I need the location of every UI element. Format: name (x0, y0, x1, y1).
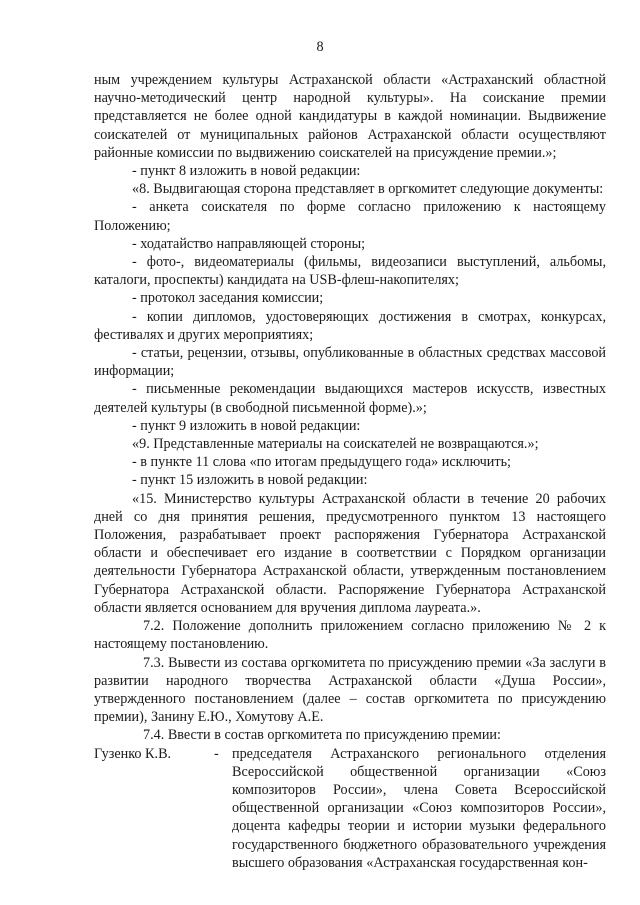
paragraph: - ходатайство направляющей стороны; (132, 235, 366, 252)
paragraph: «15. Министерство культуры Астраханской области в течение 20 рабочих дней со дня принятия решения, предусмотренного пунктом 13 настоящего Положения, разрабатывает проект распоряжения Губернатора Астраханской области и обеспечивает его издание в соответствии с Порядком организации деятельности Губернатора Астраханской области, утвержденным постановлением Губернатора Астраханской области. Распоряжение Губернатора Астраханской области является основанием для вручения диплома лауреата.». (94, 490, 606, 616)
paragraph: - фото-, видеоматериалы (фильмы, видеозаписи выступлений, альбомы, каталоги, проспекты) кандидата на USB-флеш-накопителях; (94, 254, 606, 289)
paragraph: «9. Представленные материалы на соискателей не возвращаются.»; (132, 436, 539, 453)
member-description: председателя Астраханского регионального отделения Всероссийской общественной организации «Союз композиторов России», члена Совета Всероссийской общественной организации «Союз композиторов России», доцента кафедры теории и истории музыки федерального государственного бюджетного образовательного учреждения высшего образования «Астраханская государственная кон- (232, 745, 606, 871)
paragraph: 7.2. Положение дополнить приложением согласно приложению № 2 к настоящему постановлению. (94, 618, 606, 653)
paragraph: «8. Выдвигающая сторона представляет в оргкомитет следующие документы: (132, 181, 604, 198)
paragraph: 7.3. Вывести из состава оргкомитета по присуждению премии «За заслуги в развитии народного творчества Астраханской области «Душа России», утвержденного постановлением (далее – состав оргкомитета по присуждению премии), Занину Е.Ю., Хомутову А.Е. (94, 654, 606, 726)
member-name: Гузенко К.В. (94, 745, 172, 762)
paragraph: - копии дипломов, удостоверяющих достижения в смотрах, конкурсах, фестивалях и других мероприятиях; (94, 308, 606, 343)
paragraph: 7.4. Ввести в состав оргкомитета по присуждению премии: (143, 727, 501, 744)
member-dash: - (214, 745, 219, 762)
paragraph: - пункт 9 изложить в новой редакции: (132, 417, 361, 434)
document-body (94, 71, 606, 872)
paragraph: - статьи, рецензии, отзывы, опубликованные в областных средствах массовой информации; (94, 345, 606, 380)
page-number: 8 (316, 39, 324, 55)
paragraph: - анкета соискателя по форме согласно приложению к настоящему Положению; (94, 199, 606, 234)
paragraph: - пункт 15 изложить в новой редакции: (132, 472, 368, 489)
paragraph: - письменные рекомендации выдающихся мастеров искусств, известных деятелей культуры (в свободной письменной форме).»; (94, 381, 606, 416)
paragraph: - протокол заседания комиссии; (132, 290, 324, 307)
paragraph: ным учреждением культуры Астраханской области «Астраханский областной научно-методический центр народной культуры». На соискание премии представляется не более одной кандидатуры в каждой номинации. Выдвижение соискателей от муниципальных районов Астраханской области осуществляют районные комиссии по выдвижению соискателей на присуждение премии.»; (94, 72, 606, 161)
paragraph: - в пункте 11 слова «по итогам предыдущего года» исключить; (132, 454, 512, 471)
paragraph: - пункт 8 изложить в новой редакции: (132, 163, 361, 180)
committee-member-entry (94, 745, 606, 872)
